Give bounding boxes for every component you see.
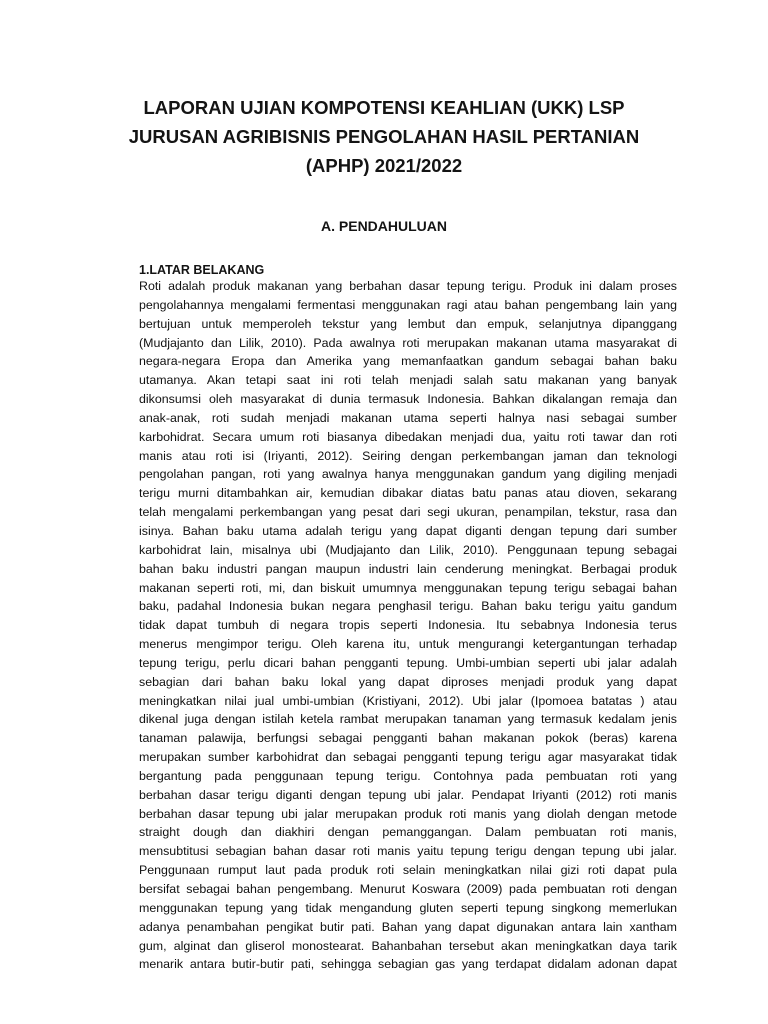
section-heading: A. PENDAHULUAN [321, 218, 447, 234]
body-line: tanaman palawija, berfungsi sebagai pengganti bahan makanan pokok (beras) karena [139, 731, 677, 746]
body-line: Roti adalah produk makanan yang berbahan dasar tepung terigu. Produk ini dalam proses [139, 279, 677, 293]
body-line: (Mudjajanto dan Lilik, 2010). Pada awalnya roti merupakan makanan utama masyarakat di [139, 335, 677, 350]
body-line: sebagian dari bahan baku lokal yang dapat diproses menjadi produk yang dapat [139, 674, 677, 689]
body-line: anak-anak, roti sudah menjadi makanan utama seperti halnya nasi sebagai sumber [139, 410, 677, 425]
body-line: berbahan dasar terigu diganti dengan tepung ubi jalar. Pendapat Iriyanti (2012) roti manis [139, 787, 677, 802]
body-line: menggunakan tepung yang tidak mengandung gluten seperti tepung singkong memerlukan [139, 900, 677, 915]
body-line: karbohidrat lain, misalnya ubi (Mudjajanto dan Lilik, 2010). Penggunaan tepung sebagai [139, 542, 677, 557]
body-line: tepung terigu, perlu dicari bahan pengganti tepung. Umbi-umbian seperti ubi jalar adalah [139, 655, 677, 670]
body-line: bertujuan untuk memperoleh tekstur yang lembut dan empuk, selanjutnya dipanggang [139, 316, 677, 331]
title-line: LAPORAN UJIAN KOMPOTENSI KEAHLIAN (UKK) LSP [143, 97, 625, 118]
body-line: pengolahannya mengalami fermentasi menggunakan ragi atau bahan pengembang lain yang [139, 297, 677, 312]
body-line: Penggunaan rumput laut pada produk roti selain meningkatkan nilai gizi roti dapat pula [139, 863, 677, 878]
body-line: dikenal juga dengan istilah ketela rambat merupakan tanaman yang termasuk kedalam jenis [139, 712, 677, 727]
body-line: berbahan dasar tepung ubi jalar merupakan produk roti manis yang diolah dengan metode [139, 806, 677, 821]
body-line: baku, padahal Indonesia bukan negara penghasil terigu. Bahan baku terigu yaitu gandum [139, 599, 677, 614]
body-line: pengolahan pangan, roti yang awalnya hanya menggunakan gandum yang digiling menjadi [139, 467, 677, 482]
body-line: gum, alginat dan gliserol monostearat. Bahanbahan tersebut akan meningkatkan daya tarik [139, 938, 677, 953]
body-line: negara-negara Eropa dan Amerika yang memanfaatkan gandum sebagai bahan baku [139, 354, 677, 369]
body-line: makanan seperti roti, mi, dan biskuit umumnya menggunakan tepung terigu sebagai bahan [139, 580, 677, 595]
body-line: isinya. Bahan baku utama adalah terigu yang dapat diganti dengan tepung dari sumber [139, 523, 677, 538]
body-line: dikonsumsi oleh masyarakat di dunia termasuk Indonesia. Bahkan dikalangan remaja dan [139, 392, 677, 407]
body-paragraph [139, 277, 677, 974]
body-line: meningkatkan nilai jual umbi-umbian (Kristiyani, 2012). Ubi jalar (Ipomoea batatas ) atau [139, 693, 677, 708]
body-line: bahan baku industri pangan maupun industri lain cenderung meningkat. Berbagai produk [139, 561, 677, 576]
body-line: adanya penambahan pengikat butir pati. Bahan yang dapat digunakan antara lain xantham [139, 919, 677, 934]
body-line: mensubtitusi sebagian bahan dasar roti manis yaitu tepung terigu dengan tepung ubi jalar. [139, 844, 677, 859]
body-line: telah mengalami perkembangan yang pesat dari segi ukuran, penampilan, tekstur, rasa dan [139, 505, 677, 520]
body-line: menarik antara butir-butir pati, sehingga sebagian gas yang terdapat didalam adonan dapat [139, 957, 677, 972]
body-line: terigu murni ditambahkan air, kemudian dibakar diatas batu panas atau dioven, sekarang [139, 486, 677, 501]
body-line: manis atau roti isi (Iriyanti, 2012). Seiring dengan perkembangan jaman dan teknologi [139, 448, 677, 463]
title-line: (APHP) 2021/2022 [305, 155, 463, 176]
body-line: straight dough dan diakhiri dengan pemanggangan. Dalam pembuatan roti manis, [139, 825, 677, 840]
subsection-heading: 1.LATAR BELAKANG [139, 263, 265, 277]
document-title [80, 93, 688, 180]
body-line: utamanya. Akan tetapi saat ini roti telah menjadi salah satu makanan yang banyak [139, 373, 677, 388]
body-line: bergantung pada penggunaan tepung terigu. Contohnya pada pembuatan roti yang [139, 768, 677, 783]
body-line: tidak dapat tumbuh di negara tropis seperti Indonesia. Itu sebabnya Indonesia terus [139, 618, 677, 633]
title-line: JURUSAN AGRIBISNIS PENGOLAHAN HASIL PERTANIAN [128, 126, 640, 147]
body-line: bersifat sebagai bahan pengembang. Menurut Koswara (2009) pada pembuatan roti dengan [139, 882, 677, 896]
body-line: menerus mengimpor terigu. Oleh karena itu, untuk mengurangi ketergantungan terhadap [139, 637, 677, 652]
body-line: karbohidrat. Secara umum roti biasanya dibedakan menjadi dua, yaitu roti tawar dan roti [139, 429, 677, 444]
body-line: merupakan sumber karbohidrat dan sebagai pengganti tepung terigu agar masyarakat tidak [139, 750, 677, 765]
